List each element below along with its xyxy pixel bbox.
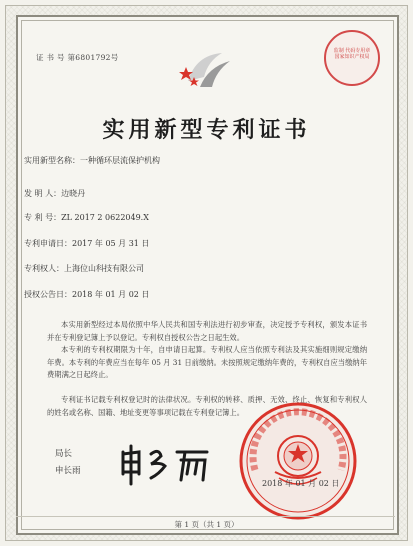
paragraph-grant: 本实用新型经过本局依照中华人民共和国专利法进行初步审查，决定授予专利权，颁发本证书并在专利登记簿上予以登记。专利权自授权公告之日起生效。 <box>47 320 367 342</box>
field-apply-date-label: 专利申请日： <box>24 239 72 248</box>
field-name <box>24 155 160 166</box>
field-apply-date-value: 2017 年 05 月 31 日 <box>72 239 150 248</box>
cnipa-logo-icon <box>178 47 234 95</box>
field-patent-no-value: ZL 2017 2 0622049.X <box>61 213 149 222</box>
paragraph-term: 本专利的专利权期限为十年，自申请日起算。专利权人应当依照专利法及其实施细则规定缴纳年费。本专利的年费应当在每年 05 月 31 日前缴纳。未按照规定缴纳年费的，专利权自应当缴纳年费期满之日起终止。 <box>47 345 367 379</box>
field-grant-date-label: 授权公告日： <box>24 290 72 299</box>
page-number: 第 1 页（共 1 页） <box>174 520 239 529</box>
top-seal-text: 监制 代码专用章 国家知识产权局 <box>333 48 371 60</box>
field-owner-value: 上海位山科技有限公司 <box>64 264 144 273</box>
field-inventor <box>24 188 85 199</box>
director-title: 局长 <box>55 449 73 459</box>
director-name: 申长雨 <box>55 466 81 476</box>
seal-date: 2018 年 01 月 02 日 <box>262 479 340 488</box>
field-owner-label: 专利权人： <box>24 264 64 273</box>
field-patent-no-label: 专 利 号： <box>24 213 62 222</box>
field-grant-date <box>24 289 149 300</box>
certificate-title: 实用新型专利证书 <box>102 117 311 143</box>
field-inventor-value: 边晓丹 <box>61 189 86 198</box>
field-name-value: 一种循环层流保护机构 <box>80 156 160 165</box>
field-apply-date <box>24 238 149 249</box>
field-inventor-label: 发 明 人： <box>24 189 62 198</box>
field-patent-no <box>24 212 149 223</box>
paragraph-legal-status: 专利证书记载专利权登记时的法律状况。专利权的转移、质押、无效、终止、恢复和专利权人的姓名或名称、国籍、地址变更等事项记载在专利登记簿上。 <box>47 395 367 417</box>
certificate-number: 证 书 号 第6801792号 <box>36 53 119 62</box>
field-grant-date-value: 2018 年 01 月 02 日 <box>72 290 150 299</box>
director-signature-icon <box>115 440 215 488</box>
footer-divider <box>16 516 395 517</box>
official-seal-icon <box>237 400 359 522</box>
field-name-label: 实用新型名称： <box>24 156 80 165</box>
field-owner <box>24 263 144 274</box>
